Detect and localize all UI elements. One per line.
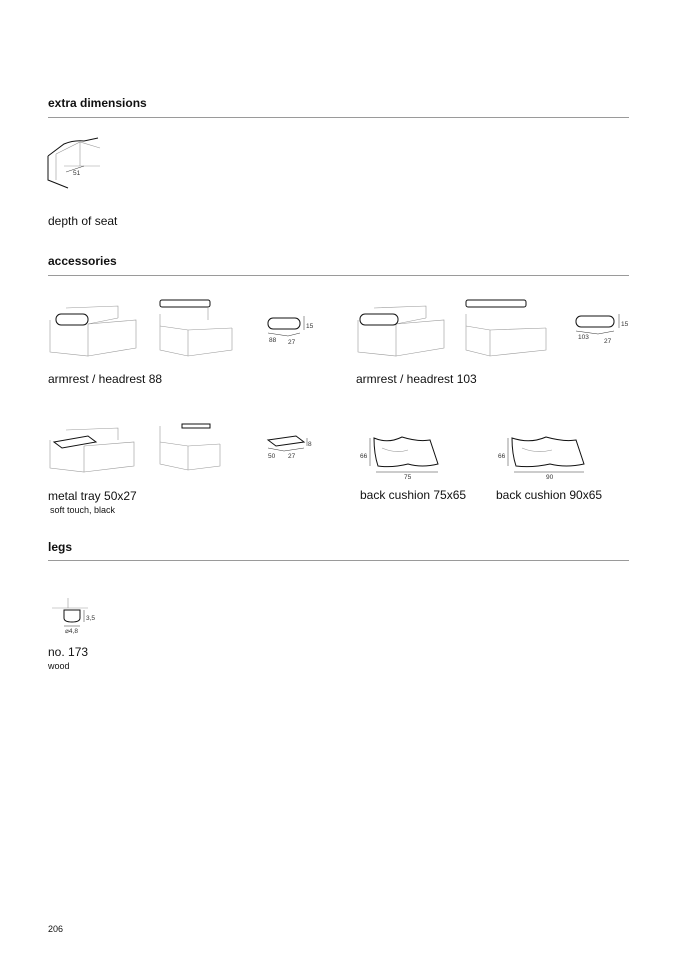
metal-tray-drawings bbox=[48, 420, 318, 476]
armrest-103-dim-depth: 27 bbox=[604, 338, 612, 345]
back-cushion-75-label: back cushion 75x65 bbox=[360, 488, 467, 502]
depth-of-seat-label: depth of seat bbox=[48, 214, 118, 228]
metal-tray-dim-length: 50 bbox=[268, 453, 276, 460]
depth-of-seat-dimension: 51 bbox=[73, 170, 81, 177]
back-cushion-75-drawing bbox=[358, 434, 448, 484]
back-cushion-90-drawing bbox=[496, 434, 596, 484]
back-cushion-75-dim-width: 75 bbox=[404, 474, 412, 481]
depth-of-seat-drawing bbox=[44, 136, 114, 191]
page-number: 206 bbox=[48, 924, 64, 934]
back-cushion-75-dim-height: 66 bbox=[360, 453, 368, 460]
armrest-88-drawings bbox=[48, 300, 348, 360]
divider bbox=[48, 117, 629, 118]
armrest-103-label: armrest / headrest 103 bbox=[356, 372, 477, 386]
armrest-103-drawings bbox=[356, 300, 646, 360]
section-title-legs: legs bbox=[48, 540, 73, 554]
back-cushion-90-label: back cushion 90x65 bbox=[496, 488, 603, 502]
armrest-88-dim-length: 88 bbox=[269, 337, 277, 344]
armrest-88-dim-height: 15 bbox=[306, 323, 314, 330]
metal-tray-sublabel: soft touch, black bbox=[50, 505, 116, 515]
armrest-88-dim-depth: 27 bbox=[288, 339, 296, 346]
section-title-extra-dimensions: extra dimensions bbox=[48, 96, 147, 110]
leg-173-drawing bbox=[48, 598, 108, 638]
back-cushion-90-dim-width: 90 bbox=[546, 474, 554, 481]
metal-tray-dim-depth: 27 bbox=[288, 453, 296, 460]
armrest-103-dim-length: 103 bbox=[578, 334, 589, 341]
metal-tray-dim-height: 8 bbox=[308, 441, 312, 448]
leg-173-sublabel: wood bbox=[48, 661, 70, 671]
leg-173-height: 3,5 bbox=[86, 615, 96, 622]
divider bbox=[48, 275, 629, 276]
section-title-accessories: accessories bbox=[48, 254, 117, 268]
armrest-88-label: armrest / headrest 88 bbox=[48, 372, 163, 386]
metal-tray-label: metal tray 50x27 bbox=[48, 489, 137, 503]
divider bbox=[48, 560, 629, 561]
leg-173-label: no. 173 bbox=[48, 645, 89, 659]
back-cushion-90-dim-height: 66 bbox=[498, 453, 506, 460]
leg-173-diameter: ⌀4,8 bbox=[65, 628, 78, 635]
armrest-103-dim-height: 15 bbox=[621, 321, 629, 328]
